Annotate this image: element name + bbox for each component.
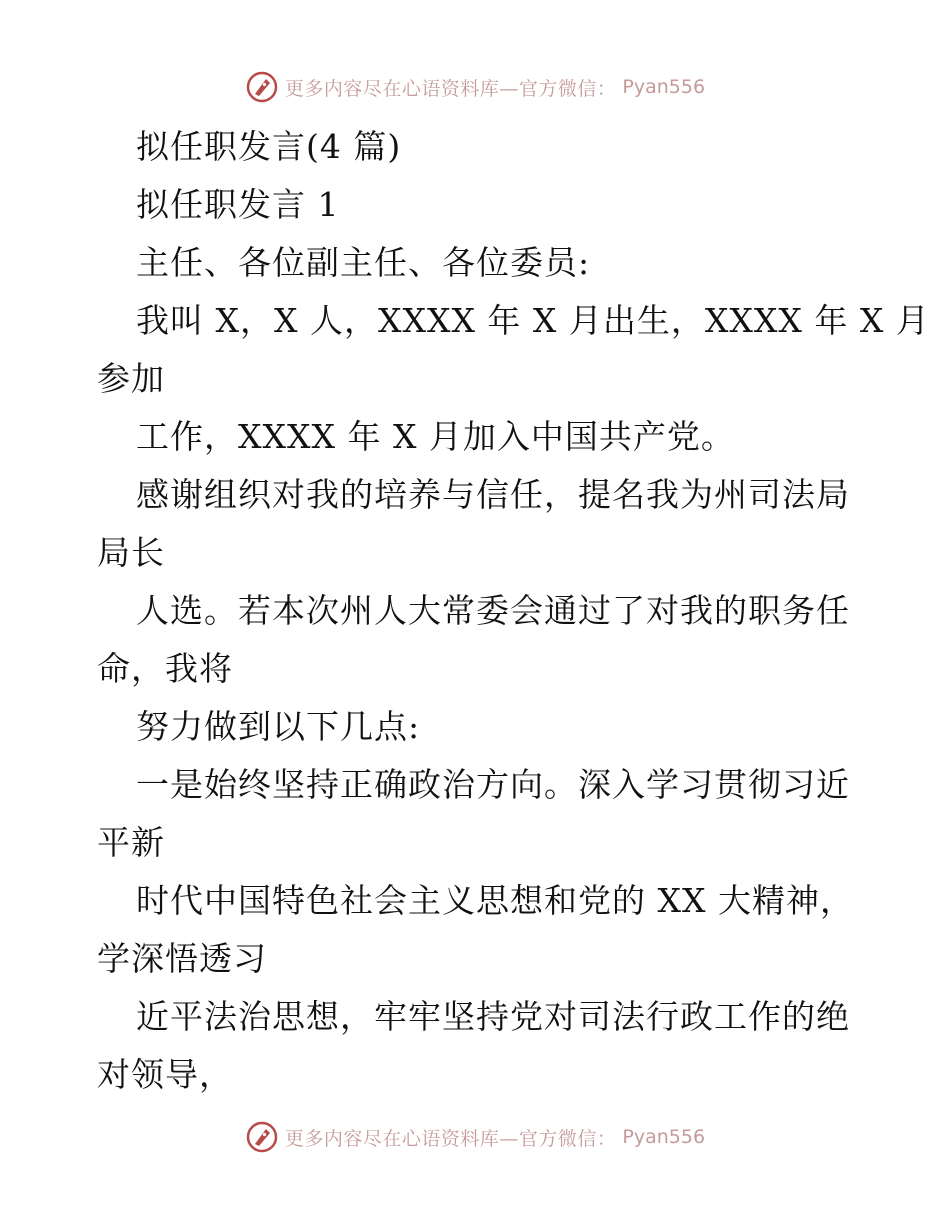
footer-banner xyxy=(0,1120,950,1154)
document-body xyxy=(0,118,950,1104)
pen-nib-logo-icon xyxy=(245,70,279,104)
doc-line: 学深悟透习 xyxy=(97,939,267,978)
doc-line: 时代中国特色社会主义思想和党的 XX 大精神， xyxy=(136,881,854,920)
doc-line: 参加 xyxy=(97,359,165,398)
banner-wechat-handle: Pyan556 xyxy=(622,1126,706,1148)
doc-line: 近平法治思想，牢牢坚持党对司法行政工作的绝 xyxy=(136,997,850,1036)
doc-line: 我叫 X，X 人，XXXX 年 X 月出生，XXXX 年 X 月 xyxy=(136,301,930,340)
doc-subtitle: 拟任职发言 1 xyxy=(136,185,340,224)
header-banner xyxy=(0,70,950,104)
doc-line: 努力做到以下几点: xyxy=(136,707,421,746)
doc-line: 对领导， xyxy=(97,1055,233,1094)
banner-brand-text: 更多内容尽在心语资料库—官方微信： xyxy=(284,1127,617,1150)
banner-wechat-handle: Pyan556 xyxy=(622,76,706,98)
doc-line: 主任、各位副主任、各位委员: xyxy=(136,243,591,282)
pen-nib-logo-icon xyxy=(245,1120,279,1154)
doc-line: 局长 xyxy=(97,533,165,572)
doc-line: 工作，XXXX 年 X 月加入中国共产党。 xyxy=(136,417,735,456)
doc-line: 人选。若本次州人大常委会通过了对我的职务任 xyxy=(136,591,850,630)
doc-line: 平新 xyxy=(97,823,165,862)
doc-line: 一是始终坚持正确政治方向。深入学习贯彻习近 xyxy=(136,765,850,804)
doc-line: 感谢组织对我的培养与信任，提名我为州司法局 xyxy=(136,475,850,514)
doc-title: 拟任职发言(4 篇) xyxy=(136,127,402,166)
banner-brand-text: 更多内容尽在心语资料库—官方微信： xyxy=(284,77,617,100)
doc-line: 命，我将 xyxy=(97,649,233,688)
